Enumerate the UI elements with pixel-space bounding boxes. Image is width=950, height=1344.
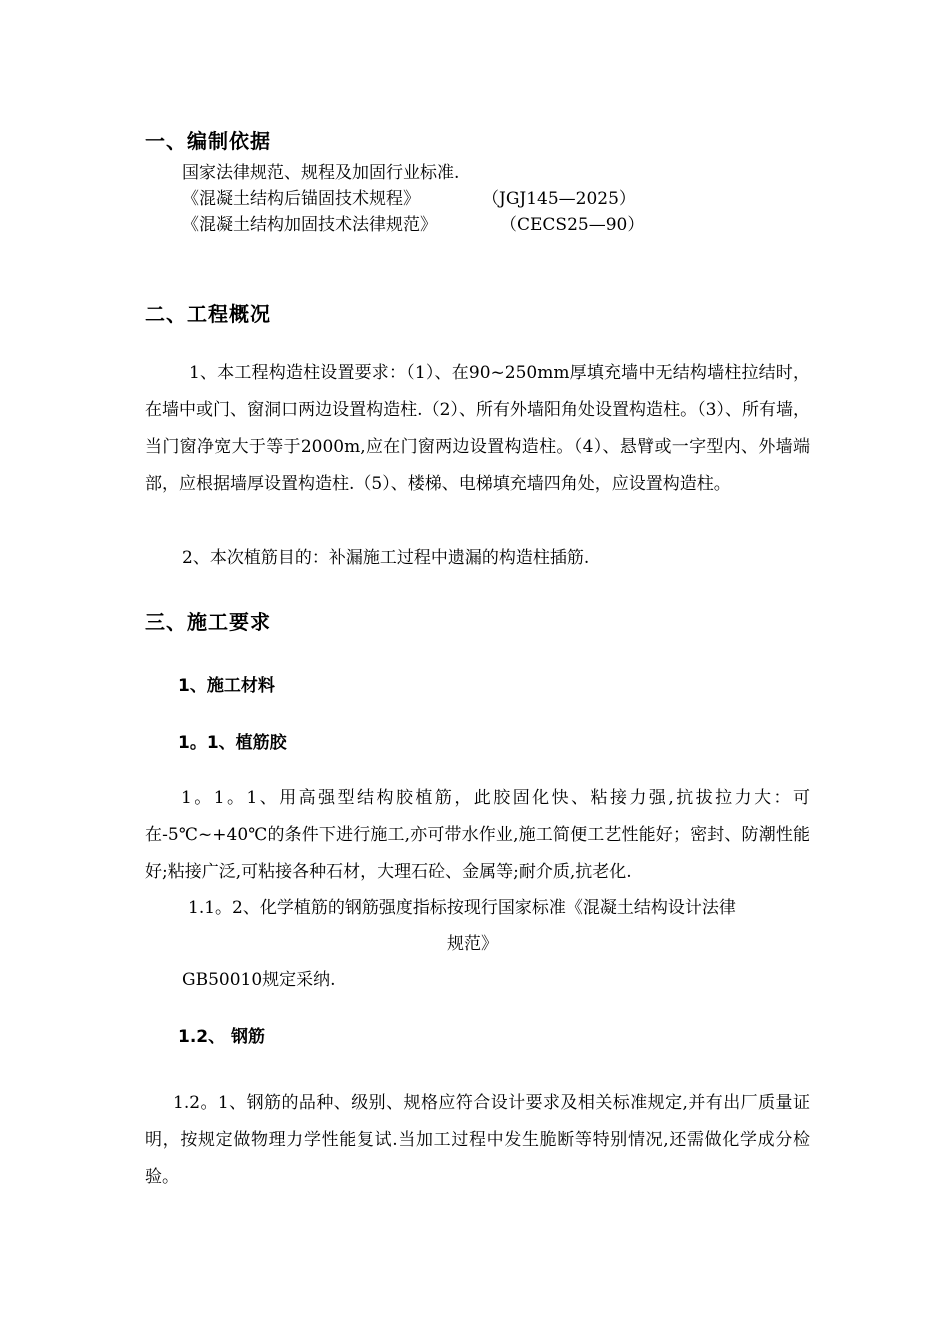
strength-line-1: 1.1。2、化学植筋的钢筋强度指标按现行国家标准《混凝土结构设计法律 <box>188 898 736 918</box>
basis-doc2-code: （CECS25—90） <box>500 215 645 235</box>
subsection-title-rebar: 1.2、 钢筋 <box>178 1027 266 1047</box>
section-title-basis: 一、编制依据 <box>145 129 271 153</box>
strength-line-3: GB50010规定采纳. <box>182 970 336 990</box>
section-title-requirements: 三、施工要求 <box>145 610 271 634</box>
basis-doc1-code: （JGJ145—2025） <box>482 189 636 209</box>
section-title-overview: 二、工程概况 <box>145 302 271 326</box>
basis-doc2-name: 《混凝土结构加固技术法律规范》 <box>182 215 437 235</box>
overview-paragraph-1: 1、本工程构造柱设置要求：（1）、在90~250mm厚填充墙中无结构墙柱拉结时，在墙中或门、窗洞口两边设置构造柱.（2）、所有外墙阳角处设置构造柱。（3）、所有墙，当门窗净宽大于等于2000m,应在门窗两边设置构造柱。（4）、悬臂或一字型内、外墙端部，应根据墙厚设置构造柱.（5）、楼梯、电梯填充墙四角处，应设置构造柱。 <box>145 363 810 494</box>
overview-paragraph-2: 2、本次植筋目的：补漏施工过程中遗漏的构造柱插筋. <box>182 548 590 568</box>
adhesive-paragraph: 1。1。1、用高强型结构胶植筋，此胶固化快、粘接力强,抗拔拉力大：可在-5℃~+40℃的条件下进行施工,亦可带水作业,施工简便工艺性能好；密封、防潮性能好;粘接广泛,可粘接各种石材，大理石砼、金属等;耐介质,抗老化. <box>145 788 810 882</box>
basis-line-standards: 国家法律规范、规程及加固行业标准. <box>182 163 460 183</box>
subsection-title-materials: 1、施工材料 <box>178 676 275 696</box>
basis-doc1-name: 《混凝土结构后锚固技术规程》 <box>182 189 420 209</box>
rebar-paragraph: 1.2。1、钢筋的品种、级别、规格应符合设计要求及相关标准规定,并有出厂质量证明，按规定做物理力学性能复试.当加工过程中发生脆断等特别情况,还需做化学成分检验。 <box>145 1093 810 1187</box>
subsection-title-adhesive: 1。1、植筋胶 <box>178 733 287 753</box>
strength-line-2: 规范》 <box>447 934 498 954</box>
